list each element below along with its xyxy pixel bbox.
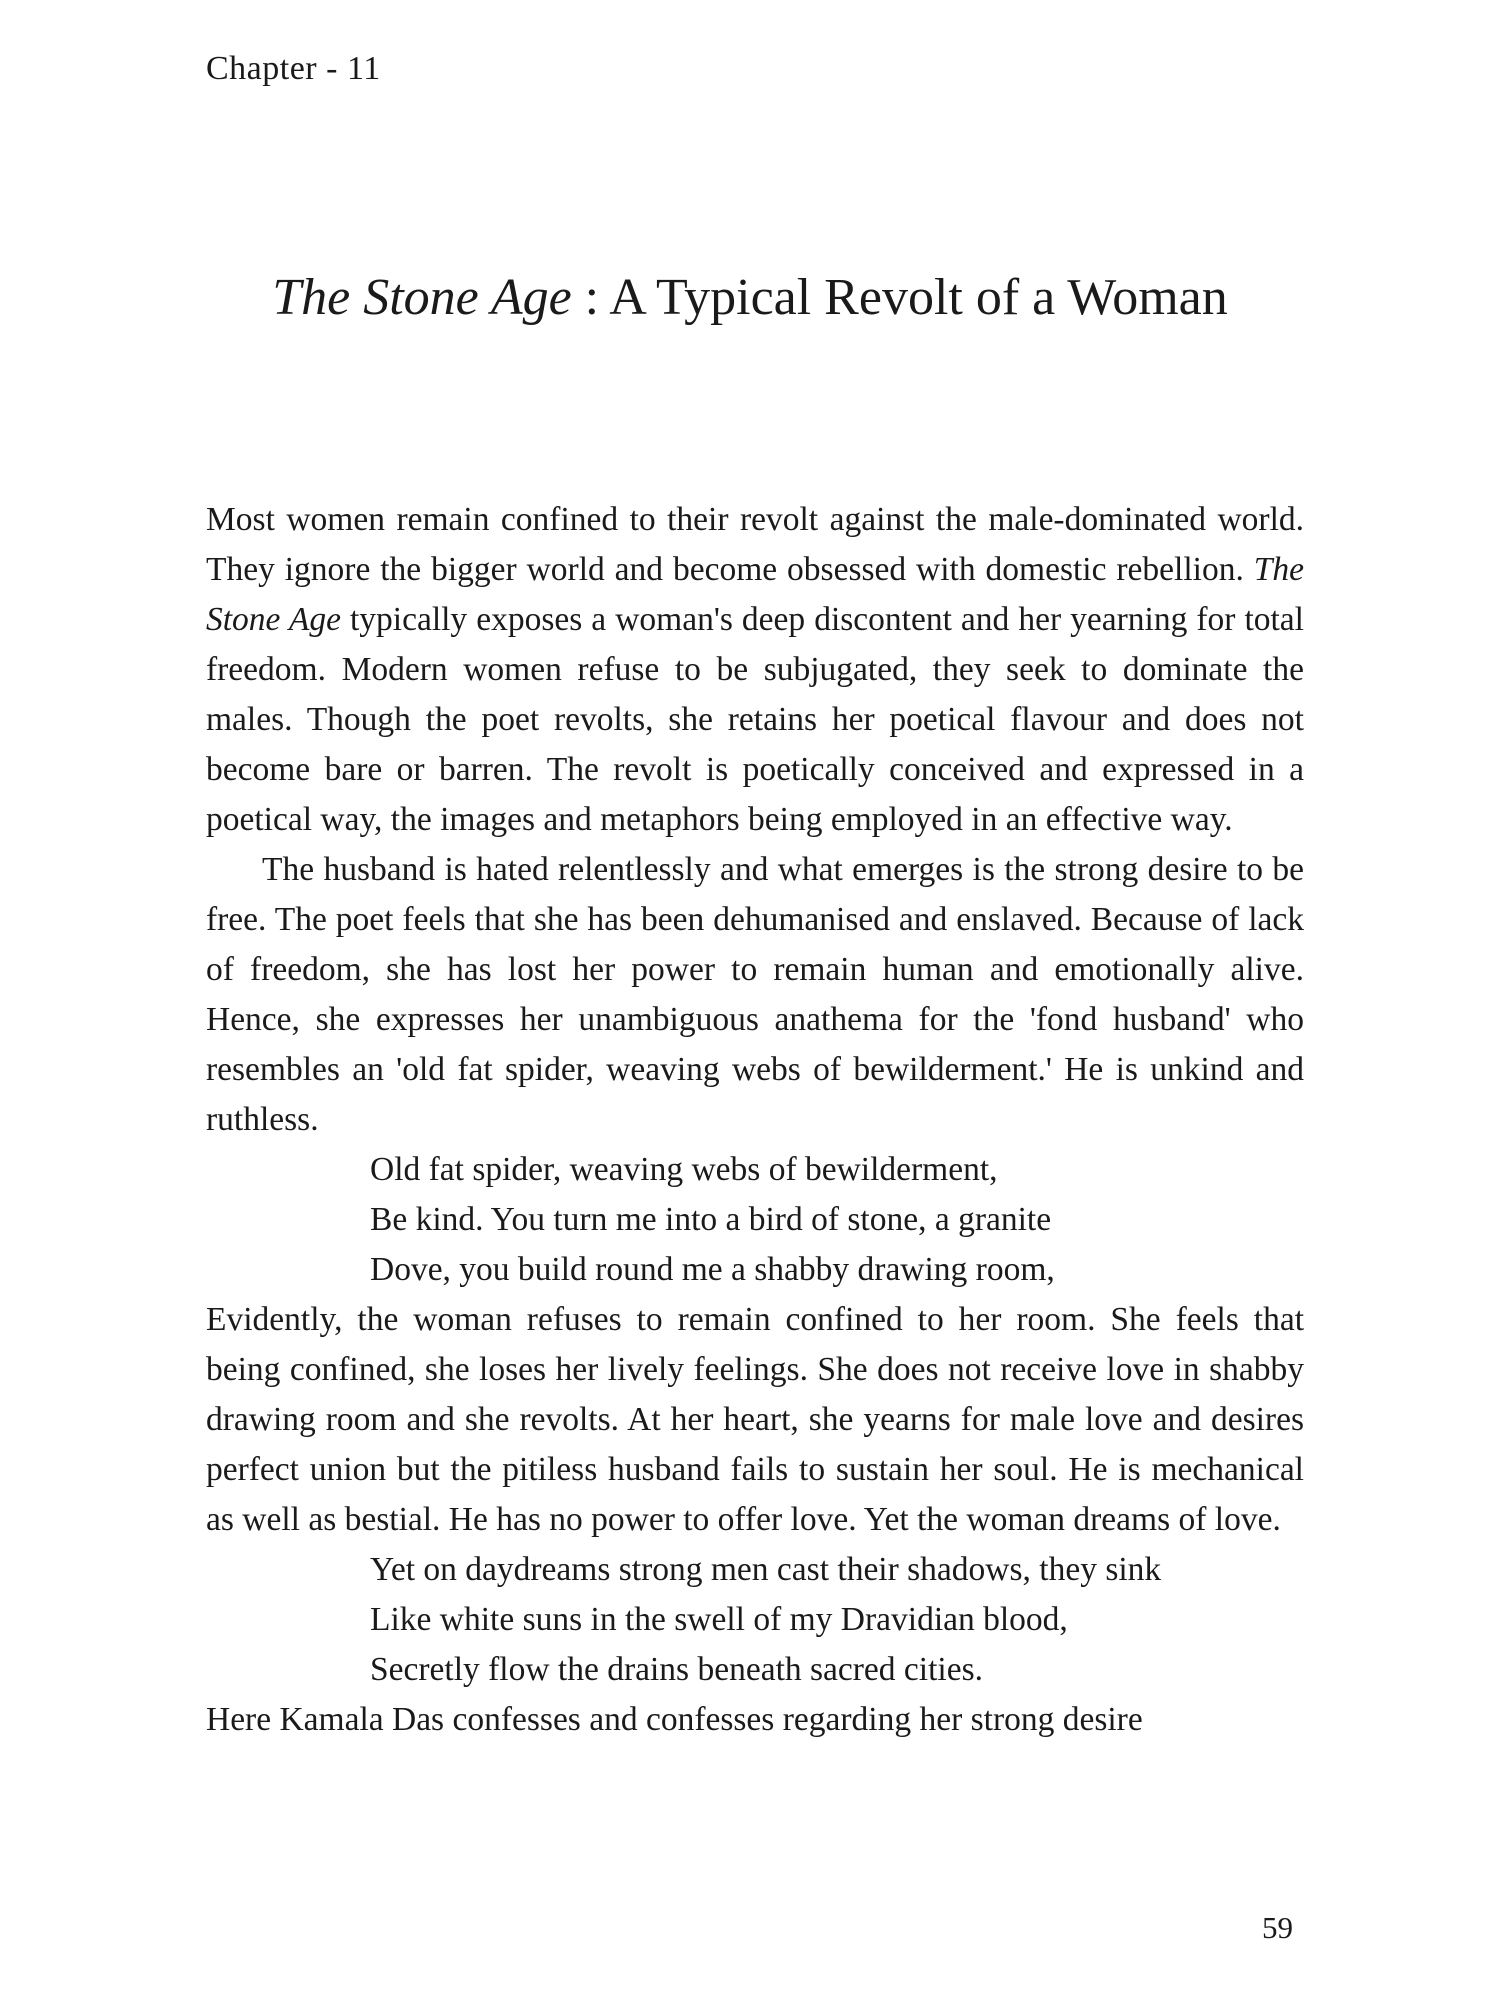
body-text (206, 495, 1304, 1745)
page-number: 59 (1262, 1910, 1293, 1945)
paragraph-1 (206, 495, 1304, 845)
verse-line: Like white suns in the swell of my Dravidian blood, (370, 1601, 1068, 1638)
title-work-name: The Stone Age (272, 269, 572, 326)
verse-line: Yet on daydreams strong men cast their shadows, they sink (370, 1551, 1162, 1588)
paragraph-2: The husband is hated relentlessly and what emerges is the strong desire to be free. The poet feels that she has been dehumanised and enslaved. Because of lack of freedom, she has lost her power to remain human and emotionally alive. Hence, she expresses her unambiguous anathema for the 'fond husband' who resembles an 'old fat spider, weaving webs of bewilderment.' He is unkind and ruthless. (206, 851, 1304, 1138)
paragraph-1-start: Most women remain confined to their revolt against the male-dominated world. They ignore the bigger world and become obsessed with domestic rebellion. (206, 501, 1304, 588)
page-title (0, 268, 1500, 327)
verse-line: Secretly flow the drains beneath sacred cities. (370, 1651, 983, 1688)
chapter-heading: Chapter - 11 (206, 50, 381, 87)
verse-block-1 (206, 1145, 1304, 1295)
title-subtitle: : A Typical Revolt of a Woman (571, 269, 1228, 326)
verse-line: Old fat spider, weaving webs of bewilderment, (370, 1151, 998, 1188)
paragraph-4: Here Kamala Das confesses and confesses regarding her strong desire (206, 1701, 1143, 1738)
paragraph-1-end: typically exposes a woman's deep discontent and her yearning for total freedom. Modern women refuse to be subjugated, they seek to dominate the males. Though the poet revolts, she retains her poetical flavour and does not become bare or barren. The revolt is poetically conceived and expressed in a poetical way, the images and metaphors being employed in an effective way. (206, 601, 1304, 838)
verse-line: Dove, you build round me a shabby drawing room, (370, 1251, 1055, 1288)
verse-line: Be kind. You turn me into a bird of stone, a granite (370, 1201, 1052, 1238)
verse-block-2 (206, 1545, 1304, 1695)
paragraph-3: Evidently, the woman refuses to remain confined to her room. She feels that being confined, she loses her lively feelings. She does not receive love in shabby drawing room and she revolts. At her heart, she yearns for male love and desires perfect union but the pitiless husband fails to sustain her soul. He is mechanical as well as bestial. He has no power to offer love. Yet the woman dreams of love. (206, 1301, 1304, 1538)
paragraph-1-work-title: The Stone Age (206, 551, 1304, 638)
